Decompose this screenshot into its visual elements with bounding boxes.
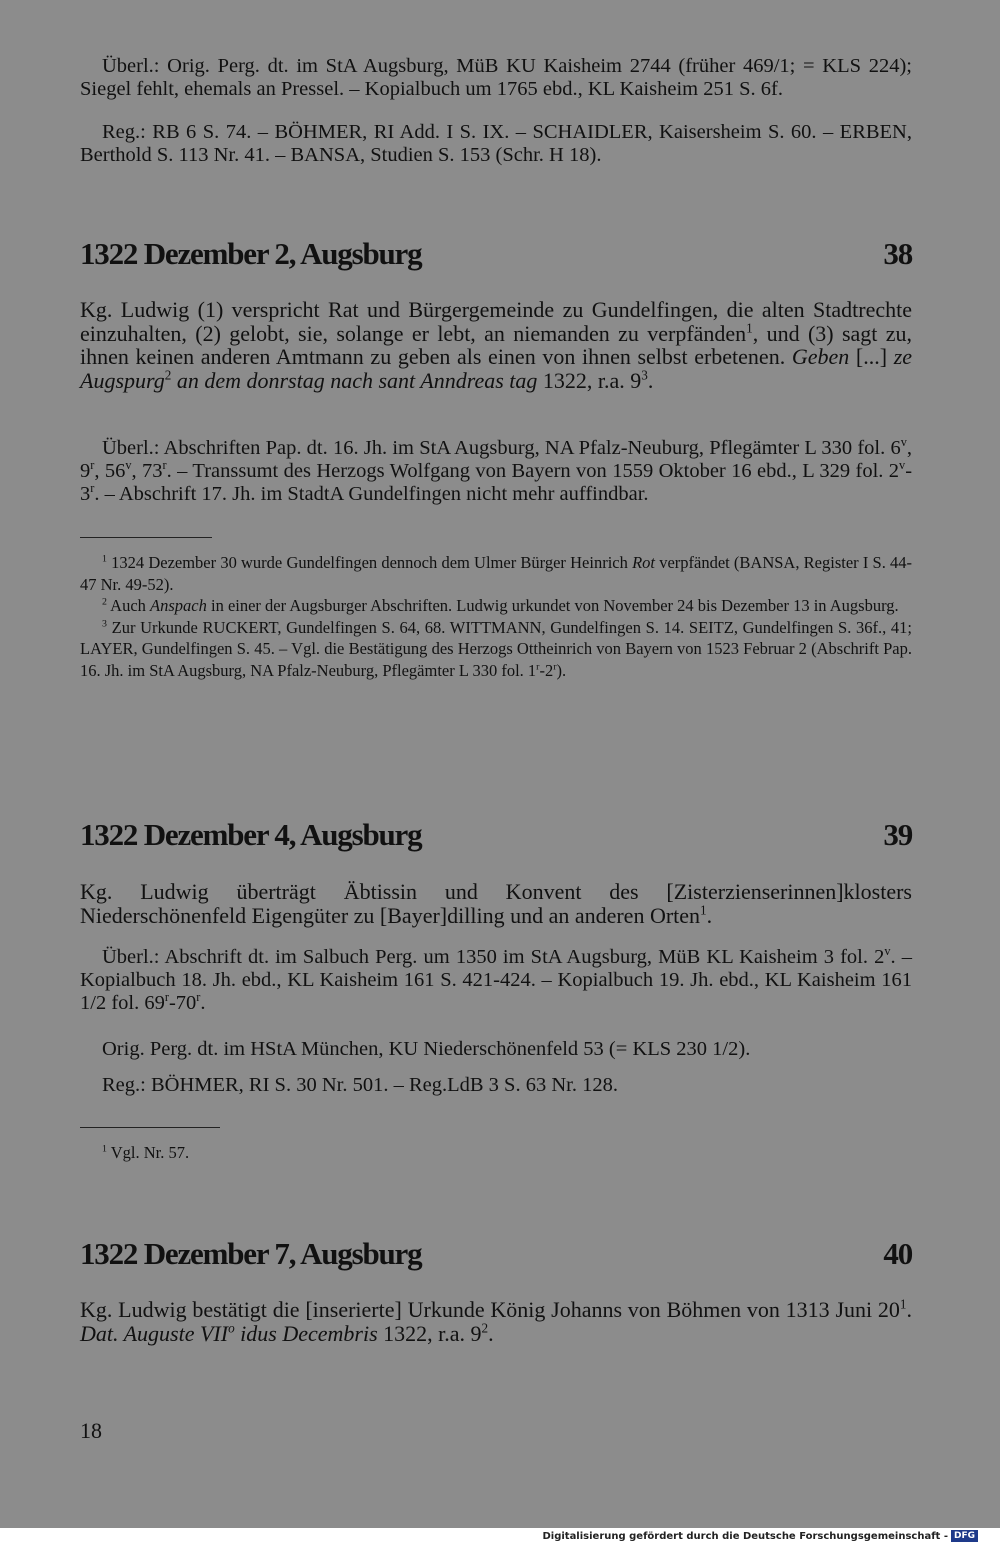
- entry-number: 40: [883, 1236, 912, 1271]
- entry-40-regest: [80, 1298, 912, 1345]
- orig-text: Orig. Perg. dt. im HStA München, KU Niederschönenfeld 53 (= KLS 230 1/2).: [102, 1038, 751, 1060]
- regest-text: Kg. Ludwig bestätigt die [inserierte] Urkunde König Johanns von Böhmen von 1313 Juni $20^1$. Dat. Auguste VII$^o$ idus Decembris 1322, r.a. $9^2$.: [80, 1296, 912, 1346]
- regest-text: Kg. Ludwig (1) verspricht Rat und Bürgergemeinde zu Gundelfingen, die alten Stadtrechte einzuhalten, (2) gelobt, sie, solange er lebt, an niemanden zu verpfänden$^1$, und (3) sagt zu, ihnen keinen anderen Amtmann zu geben als einen von ihnen selbst erbetenen. Geben [...] ze Augspurg$^2$ an dem donrstag nach sant Anndreas tag 1322, r.a. $9^3$.: [80, 297, 913, 393]
- entry-39-original: [80, 1038, 912, 1061]
- entry-39-regesten: [80, 1074, 912, 1097]
- page-number: 18: [80, 1418, 102, 1443]
- entry-38-regest: [80, 298, 912, 392]
- entry-date: 1322 Dezember 7, Augsburg: [80, 1236, 422, 1271]
- footnote-1: $^1$ 1324 Dezember 30 wurde Gundelfingen dennoch dem Ulmer Bürger Heinrich Rot verpfändet (BANSA, Register I S. 44-47 Nr. 49-52).: [80, 553, 913, 594]
- entry-38-ueberlieferung: [80, 437, 912, 506]
- footnote-ref[interactable]: 2: [164, 367, 172, 383]
- footnote-3: $^3$ Zur Urkunde RUCKERT, Gundelfingen S. 64, 68. WITTMANN, Gundelfingen S. 14. SEITZ, Gundelfingen S. 36f., 41; LAYER, Gundelfingen S. 45. – Vgl. die Bestätigung des Herzogs Ottheinrich von Bayern von 1523 Februar 2 (Abschrift Pap. 16. Jh. im StA Augsburg, NA Pfalz-Neuburg, Pflegämter L 330 fol. 1$^r$-2$^r$).: [80, 617, 913, 680]
- dfg-logo[interactable]: DFG: [951, 1530, 978, 1542]
- reg-text: Reg.: BÖHMER, RI S. 30 Nr. 501. – Reg.LdB 3 S. 63 Nr. 128.: [102, 1074, 618, 1096]
- credit-text: Digitalisierung gefördert durch die Deutsche Forschungsgemeinschaft -: [542, 1530, 948, 1542]
- entry-date: 1322 Dezember 2, Augsburg: [80, 236, 422, 271]
- entry-38-footnotes: [80, 552, 912, 681]
- regest-text: Kg. Ludwig überträgt Äbtissin und Konvent des [Zisterzienserinnen]klosters Niederschönenfeld Eigengüter zu [Bayer]dilling und an anderen Orten$^1$.: [80, 879, 912, 928]
- entry-40-heading: [80, 1236, 912, 1272]
- entry-39-ueberlieferung: [80, 946, 912, 1015]
- digitization-credit: [542, 1530, 978, 1542]
- prev-reg-text: Reg.: RB 6 S. 74. – BÖHMER, RI Add. I S. IX. – SCHAIDLER, Kaisersheim S. 60. – ERBEN, Berthold S. 113 Nr. 41. – BANSA, Studien S. 153 (Schr. H 18).: [80, 121, 912, 166]
- entry-number: 39: [883, 817, 912, 852]
- footnote-ref[interactable]: 1: [700, 902, 707, 918]
- footnote-2: $^2$ Auch Anspach in einer der Augsburger Abschriften. Ludwig urkundet von November 24 bis Dezember 13 in Augsburg.: [102, 596, 899, 615]
- footnote-divider: [80, 1127, 220, 1128]
- ueberl-text: Überl.: Abschriften Pap. dt. 16. Jh. im StA Augsburg, NA Pfalz-Neuburg, Pflegämter L 330 fol. 6$^v$, 9$^r$, 56$^v$, 73$^r$. – Transsumt des Herzogs Wolfgang von Bayern von 1559 Oktober 16 ebd., L 329 fol. 2$^v$-3$^r$. – Abschrift 17. Jh. im StadtA Gundelfingen nicht mehr auffindbar.: [80, 435, 913, 505]
- footnote-ref[interactable]: 1: [899, 1296, 907, 1312]
- prev-ueberl-text: Überl.: Orig. Perg. dt. im StA Augsburg, MüB KU Kaisheim 2744 (früher 469/1; = KLS 224); Siegel fehlt, ehemals an Pressel. – Kopialbuch um 1765 ebd., KL Kaisheim 251 S. 6f.: [80, 55, 912, 100]
- entry-number: 38: [883, 236, 912, 271]
- entry-date: 1322 Dezember 4, Augsburg: [80, 817, 422, 852]
- footnote-ref[interactable]: 2: [481, 1320, 489, 1336]
- prev-ueberlieferung: [80, 55, 912, 101]
- entry-38-heading: [80, 236, 912, 272]
- footnote-divider: [80, 537, 212, 538]
- ueberl-text: Überl.: Abschrift dt. im Salbuch Perg. um 1350 im StA Augsburg, MüB KL Kaisheim 3 fol. 2$^v$. – Kopialbuch 18. Jh. ebd., KL Kaisheim 161 S. 421-424. – Kopialbuch 19. Jh. ebd., KL Kaisheim 161 1/2 fol. 69$^r$-70$^r$.: [80, 944, 912, 1014]
- footnote-1: $^1$ Vgl. Nr. 57.: [102, 1143, 190, 1162]
- entry-39-heading: [80, 817, 912, 853]
- prev-regesten: [80, 121, 912, 167]
- footnote-ref[interactable]: 3: [641, 367, 648, 383]
- entry-39-regest: [80, 880, 912, 927]
- entry-39-footnotes: [80, 1142, 912, 1164]
- footnote-ref[interactable]: 1: [746, 320, 753, 336]
